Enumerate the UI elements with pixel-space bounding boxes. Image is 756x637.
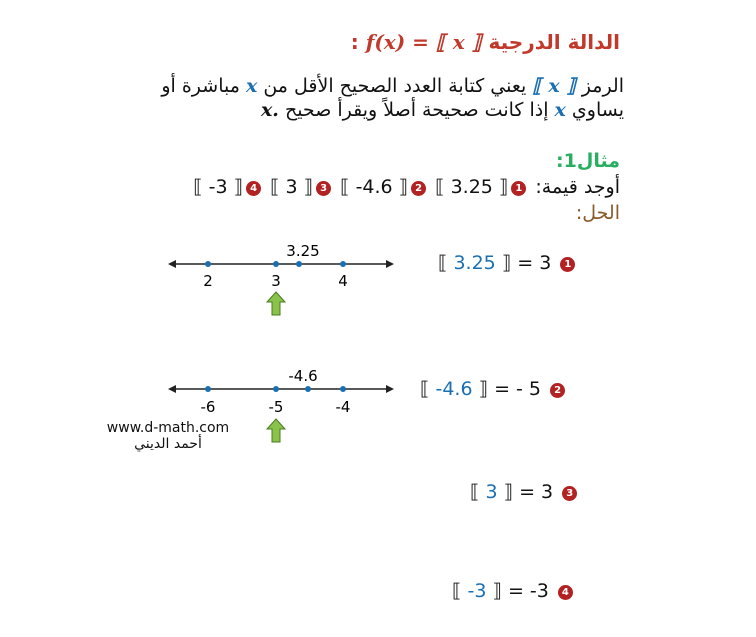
def-text-1: الرمز <box>581 75 624 97</box>
tick-label-2: 2 <box>203 272 213 290</box>
answer-1: ⟦ 3.25 ⟧ = 3 1 <box>438 252 578 274</box>
answer-badge-2: 2 <box>550 383 565 398</box>
tick-point-3 <box>273 261 279 267</box>
answer-1-value: 3.25 <box>453 252 496 274</box>
def-symbol: ⟦ x ⟧ <box>532 75 576 97</box>
credit-site: www.d-math.com <box>106 420 230 436</box>
def-text-2: يعني كتابة العدد الصحيح الأقل من <box>263 75 527 97</box>
badge-1: 1 <box>511 181 526 196</box>
up-arrow-icon <box>267 292 285 315</box>
arrow-right-icon <box>386 385 394 393</box>
tick-label-neg6: -6 <box>200 398 216 416</box>
answer-3-value: 3 <box>485 481 498 503</box>
title-colon: : <box>350 30 359 54</box>
tick-label-4: 4 <box>338 272 348 290</box>
badge-3: 3 <box>316 181 331 196</box>
arrow-left-icon <box>168 385 176 393</box>
answer-2-value: -4.6 <box>435 378 473 400</box>
answer-1-result: = 3 <box>517 252 552 274</box>
definition-paragraph <box>64 74 624 122</box>
example-item-4: ⟦ -3 ⟧ <box>193 176 244 198</box>
answer-badge-4: 4 <box>558 585 573 600</box>
answer-4-value: -3 <box>467 580 487 602</box>
tick-label-neg4: -4 <box>335 398 351 416</box>
answer-4: ⟦ -3 ⟧ = -3 4 <box>452 580 576 602</box>
def-text-4: يساوي <box>571 99 624 121</box>
tick-point-2 <box>205 261 211 267</box>
find-label: أوجد قيمة: <box>535 176 620 198</box>
example-item-1: ⟦ 3.25 ⟧ <box>435 176 509 198</box>
up-arrow-icon <box>267 419 285 442</box>
arrow-left-icon <box>168 260 176 268</box>
answer-2-result: = - 5 <box>494 378 542 400</box>
tick-point-neg5 <box>273 386 279 392</box>
answer-3: ⟦ 3 ⟧ = 3 3 <box>470 481 580 503</box>
def-var-x-2: x <box>554 99 566 121</box>
arrow-right-icon <box>386 260 394 268</box>
badge-4: 4 <box>246 181 261 196</box>
def-bold-x: x. <box>260 99 279 121</box>
tick-label-3: 3 <box>271 272 281 290</box>
example-item-3: ⟦ 3 ⟧ <box>270 176 314 198</box>
credit-author: أحمد الديني <box>134 436 202 452</box>
value-point <box>296 261 302 267</box>
credit-block <box>98 420 238 452</box>
example-question <box>193 176 620 198</box>
def-text-3: مباشرة أو <box>161 75 240 97</box>
def-text-5: إذا كانت صحيحة أصلاً ويقرأ صحيح <box>284 99 549 121</box>
answer-badge-1: 1 <box>560 257 575 272</box>
tick-point-neg4 <box>340 386 346 392</box>
number-line-1 <box>160 235 400 320</box>
answer-2: ⟦ -4.6 ⟧ = - 5 2 <box>420 378 568 400</box>
title-arabic: الدالة الدرجية <box>488 30 620 54</box>
solution-label: الحل: <box>575 202 620 224</box>
example-item-2: ⟦ -4.6 ⟧ <box>340 176 409 198</box>
title-formula: f(x) = ⟦ x ⟧ <box>365 30 482 54</box>
value-point <box>305 386 311 392</box>
example-title: مثال1: <box>556 150 620 172</box>
tick-point-neg6 <box>205 386 211 392</box>
value-label: 3.25 <box>286 242 320 260</box>
tick-label-neg5: -5 <box>268 398 284 416</box>
value-label: -4.6 <box>288 367 318 385</box>
def-var-x: x <box>245 75 258 97</box>
tick-point-4 <box>340 261 346 267</box>
answer-4-result: = -3 <box>507 580 549 602</box>
page-title <box>351 30 620 54</box>
answer-badge-3: 3 <box>562 486 577 501</box>
answer-3-result: = 3 <box>519 481 554 503</box>
badge-2: 2 <box>411 181 426 196</box>
